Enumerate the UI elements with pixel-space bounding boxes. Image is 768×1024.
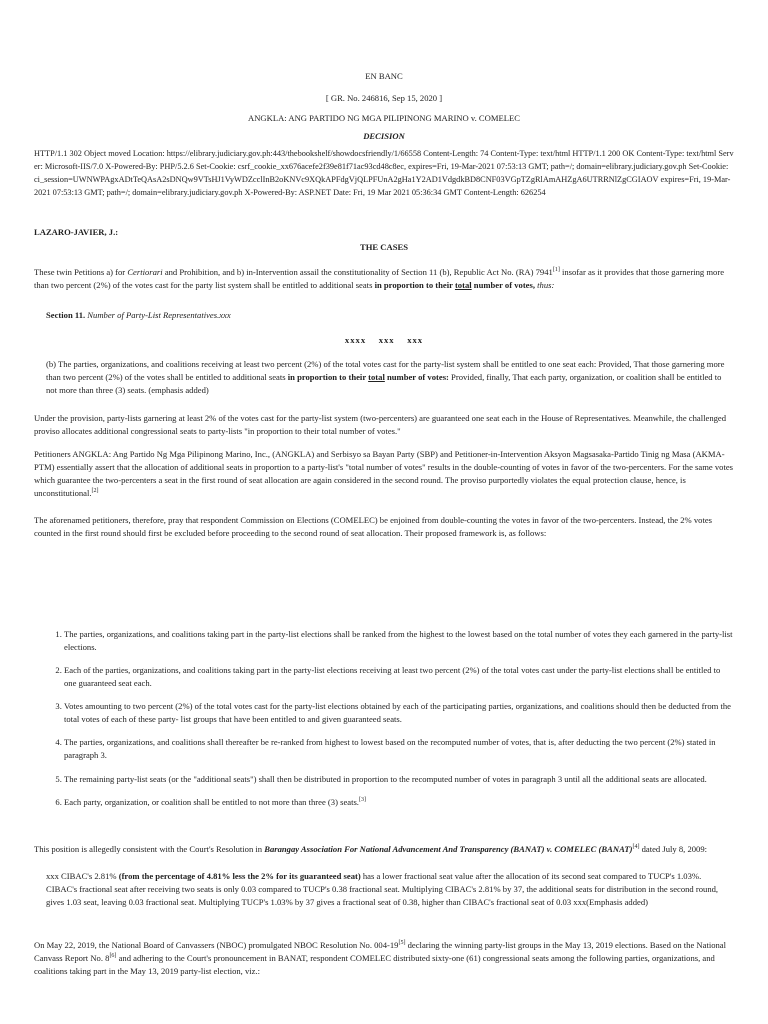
text-span: Certiorari	[127, 267, 163, 277]
emphasis-underlined-text: total	[454, 280, 472, 291]
text-span: xxx CIBAC's 2.81%	[46, 871, 119, 881]
list-item	[64, 796, 734, 809]
footnote-ref-3[interactable]: [3]	[358, 796, 366, 803]
paragraph-petitioners	[34, 448, 734, 500]
text-span: These twin Petitions a) for	[34, 267, 128, 277]
court-division: EN BANC	[365, 71, 403, 81]
text-span: has a lower fractional seat value after the allocation of its second seat compared to TUCP's 1.03%. CIBAC's fractional seat after receiving two seats is only 0.03 compared to TUCP's 0.38 fractional seat. Multiplying CIBAC's 2.81% by 37, the additional seats for distribution in the second round, gives 1.03 seat, leaving 0.03 fractional seat. Multiplying TUCP's 1.03% by 37 gives a fractional seat of 0.38, higher than CIBAC's fractional seat of 0.03 xxx(Emphasis added)	[46, 871, 719, 908]
list-item: 2. Each of the parties, organizations, and coalitions taking part in the party-list elections receiving at least two percent (2%) of the total votes cast under the party-list elections shall be entitled to one guaranteed seat each.	[64, 664, 734, 690]
emphasis-text: number of votes,	[471, 280, 535, 291]
quoted-cibac	[34, 870, 734, 909]
text-span: Each party, organization, or coalition shall be entitled to not more than three (3) seats.	[64, 796, 359, 807]
decision-heading: DECISION	[363, 131, 405, 141]
footnote-ref-4[interactable]: [4]	[632, 844, 640, 851]
section-label: Section 11.	[46, 310, 86, 320]
case-title: ANGKLA: ANG PARTIDO NG MGA PILIPINONG MARINO v. COMELEC	[248, 113, 520, 123]
http-header-text: HTTP/1.1 302 Object moved Location: https://elibrary.judiciary.gov.ph:443/thebookshelf/showdocsfriendly/1/66558 Content-Length: 74 Content-Type: text/html HTTP/1.1 200 OK Content-Type: text/html Server: Microsoft-IIS/7.0 X-Powered-By: PHP/5.2.6 Set-Cookie: csrf_cookie_xx676acefe2f39e81f71ac93cd48c8ec, expires=Fri, 19-Mar-2021 07:53:13 GMT; path=/; domain=elibrary.judiciary.gov.ph Set-Cookie: ci_session=UWNWPAgxADtTeQAsA2sDNQw9VTsHJ1VyWDZcclInB2oKNVc9XQkAPFdgVjQLPFUnA2gHa1Y2AD1VdgdkBD8CNF03VGpTZgRlAmAHZgA6UTRRNlZgCGIAOV expires=Fri, 19-Mar-2021 07:53:13 GMT; path=/; domain=elibrary.judiciary.gov.ph X-Powered-By: ASP.NET Date: Fri, 19 Mar 2021 05:36:34 GMT Content-Length: 626254	[34, 149, 734, 197]
emphasis-text: (from the percentage of 4.81% less the 2% for its guaranteed seat)	[118, 871, 361, 881]
paragraph-nboc	[34, 939, 734, 978]
text-span: This position is allegedly consistent with the Court's Resolution in	[34, 844, 265, 854]
emphasis-text: in proportion to their	[374, 280, 455, 291]
paragraph-intro	[34, 266, 734, 292]
paragraph-banat	[34, 843, 734, 856]
case-number: [ GR. No. 246816, Sep 15, 2020 ]	[325, 93, 443, 103]
ponente: LAZARO-JAVIER, J.:	[34, 227, 119, 237]
text-span: insofar as it provides that those garnering more than two percent (2%) of the votes cast for the party list system shall be entitled to additional seats	[34, 267, 725, 291]
text-span: (b) The parties, organizations, and coalitions receiving at least two percent (2%) of the total votes cast for the party-list system shall be entitled to one seat each: Provided, That those garnering more than two percent (2%) of the votes shall be entitled to additional seats	[46, 359, 725, 383]
footnote-ref-2[interactable]: [2]	[91, 488, 99, 495]
list-item: 1. The parties, organizations, and coalitions taking part in the party-list elections shall be ranked from the highest to the lowest based on the total number of votes they each garnered in the party-list elections.	[64, 628, 734, 654]
footnote-ref-5[interactable]: [5]	[398, 940, 406, 947]
list-item: 4. The parties, organizations, and coalitions shall thereafter be re-ranked from highest to lowest based on the recomputed number of votes, that is, after deducting the two percent (2%) stated in paragraph 3.	[64, 736, 734, 762]
section-11-label	[34, 309, 734, 322]
quoted-provision	[34, 358, 734, 397]
list-item: 5. The remaining party-list seats (or the "additional seats") shall then be distributed in proportion to the recomputed number of votes in paragraph 3 until all the additional seats are allocated.	[64, 773, 734, 786]
text-span: declaring the winning party-list groups in the May 13, 2019 elections. Based on the National Canvass Report No. 8	[34, 940, 727, 964]
section-heading: THE CASES	[360, 242, 408, 252]
case-citation-short: (BANAT)	[596, 844, 633, 854]
emphasis-underlined-text: total	[368, 372, 385, 383]
list-item: 3. Votes amounting to two percent (2%) of the total votes cast for the party-list elections obtained by each of the participating parties, organizations, and coalitions should then be deducted from the total votes of each of these party- list groups that have been entitled to and given guaranteed seats.	[64, 700, 734, 726]
section-subtitle: Number of Party-List Representatives.xxx	[85, 310, 231, 320]
emphasis-text: number of votes:	[384, 372, 449, 383]
paragraph-prayer: The aforenamed petitioners, therefore, pray that respondent Commission on Elections (COMELEC) be enjoined from double-counting the votes in favor of the two-percenters. Instead, the 2% votes counted in the first round should first be excluded before proceeding to the second round of seat allocation. Their proposed framework is, as follows:	[34, 515, 712, 539]
text-span: Provided, finally, That each party, organization, or coalition shall be entitled to not more than three (3) seats. (emphasis added)	[46, 372, 722, 396]
ellipsis-marker: xxxx xxx xxx	[344, 335, 424, 345]
text-span: On May 22, 2019, the National Board of Canvassers (NBOC) promulgated NBOC Resolution No. 004-19	[34, 940, 399, 950]
text-span: and adhering to the Court's pronouncement in BANAT, respondent COMELEC distributed sixty-one (61) congressional seats among the following parties, organizations, and coalitions taking part in the May 13, 2019 party-list election, viz.:	[34, 953, 715, 977]
proposed-framework-list	[34, 628, 734, 809]
text-span: Petitioners ANGKLA: Ang Partido Ng Mga Pilipinong Marino, Inc., (ANGKLA) and Serbisyo sa Bayan Party (SBP) and Petitioner-in-Intervention Aksyon Magsasaka-Partido Tinig ng Masa (AKMA-PTM) essentially assert that the allocation of additional seats in proportion to a party-list's "total number of votes" results in the double-counting of votes in favor of the two-percenters. For the same votes which guarantee the two-percenters a seat in the first round of seat allocation are again considered in the second round. The proviso purportedly violates the equal protection clause, hence, is unconstitutional.	[34, 449, 734, 499]
text-span: dated July 8, 2009:	[639, 844, 708, 854]
case-citation: Barangay Association For National Advancement And Transparency (BANAT) v. COMELEC	[264, 844, 597, 854]
text-span: thus:	[535, 280, 555, 291]
footnote-ref-6[interactable]: [6]	[109, 953, 117, 960]
emphasis-text: in proportion to their	[287, 372, 369, 383]
footnote-ref-1[interactable]: [1]	[552, 267, 560, 274]
paragraph-two-percenters: Under the provision, party-lists garnering at least 2% of the votes cast for the party-list system (two-percenters) are guaranteed one seat each in the House of Representatives. Meanwhile, the challenged proviso allocates additional congressional seats to party-lists "in proportion to their total number of votes."	[34, 413, 727, 437]
text-span: and Prohibition, and b) in-Intervention assail the constitutionality of Section 11 (b), Republic Act No. (RA) 7941	[162, 267, 553, 277]
